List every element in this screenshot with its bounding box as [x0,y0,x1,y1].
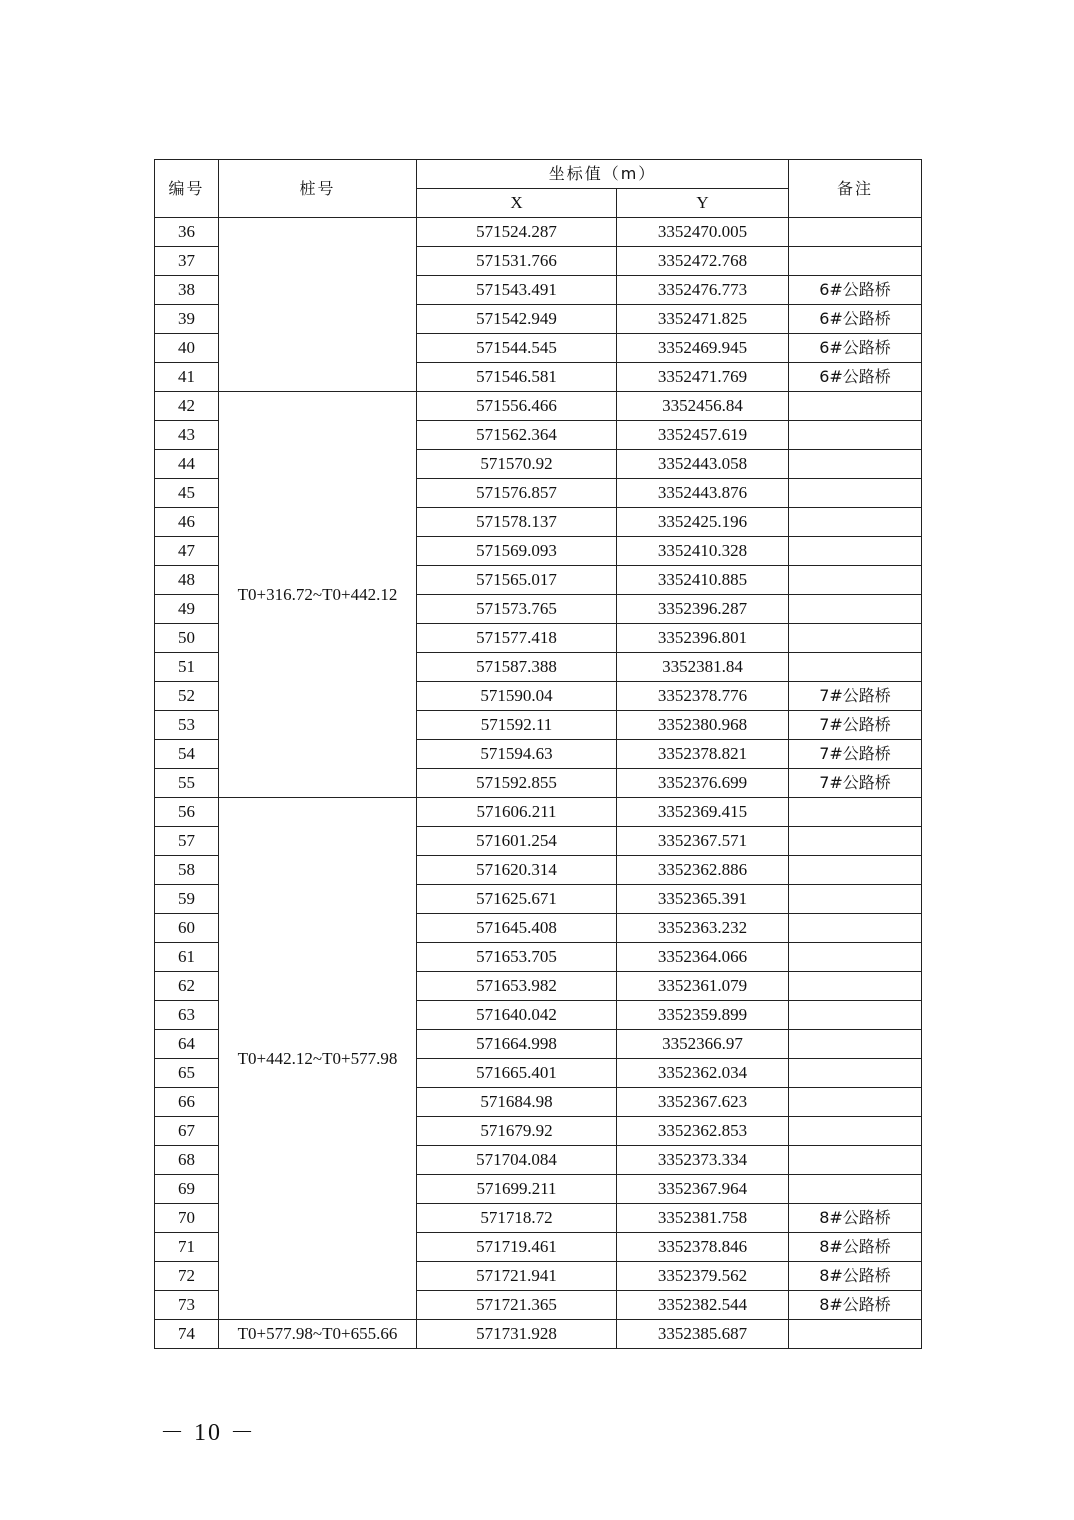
cell-y: 3352367.964 [617,1175,789,1204]
cell-y: 3352379.562 [617,1262,789,1291]
cell-note [789,247,922,276]
cell-note: 6#公路桥 [789,305,922,334]
cell-number: 54 [155,740,219,769]
cell-x: 571731.928 [417,1320,617,1349]
cell-number: 36 [155,218,219,247]
cell-number: 45 [155,479,219,508]
cell-note [789,1030,922,1059]
cell-x: 571587.388 [417,653,617,682]
cell-y: 3352369.415 [617,798,789,827]
cell-x: 571640.042 [417,1001,617,1030]
cell-y: 3352382.544 [617,1291,789,1320]
cell-number: 69 [155,1175,219,1204]
cell-note: 7#公路桥 [789,711,922,740]
cell-note [789,1117,922,1146]
cell-x: 571719.461 [417,1233,617,1262]
cell-number: 53 [155,711,219,740]
cell-y: 3352470.005 [617,218,789,247]
cell-x: 571590.04 [417,682,617,711]
cell-x: 571721.941 [417,1262,617,1291]
cell-number: 71 [155,1233,219,1262]
cell-number: 73 [155,1291,219,1320]
cell-note [789,218,922,247]
cell-x: 571578.137 [417,508,617,537]
cell-note: 8#公路桥 [789,1262,922,1291]
cell-note: 7#公路桥 [789,682,922,711]
cell-note [789,392,922,421]
cell-number: 49 [155,595,219,624]
cell-number: 57 [155,827,219,856]
header-note: 备注 [789,160,922,218]
cell-y: 3352359.899 [617,1001,789,1030]
cell-note: 8#公路桥 [789,1204,922,1233]
table-row [155,1320,922,1349]
header-number: 编号 [155,160,219,218]
cell-x: 571592.11 [417,711,617,740]
table-row [155,798,922,827]
cell-note [789,624,922,653]
cell-x: 571620.314 [417,856,617,885]
cell-number: 47 [155,537,219,566]
cell-y: 3352472.768 [617,247,789,276]
cell-x: 571653.982 [417,972,617,1001]
cell-y: 3352380.968 [617,711,789,740]
cell-x: 571653.705 [417,943,617,972]
cell-note [789,508,922,537]
cell-number: 62 [155,972,219,1001]
cell-note [789,1088,922,1117]
cell-y: 3352476.773 [617,276,789,305]
cell-number: 60 [155,914,219,943]
cell-note: 8#公路桥 [789,1233,922,1262]
cell-y: 3352457.619 [617,421,789,450]
cell-note [789,421,922,450]
cell-note: 7#公路桥 [789,769,922,798]
cell-y: 3352364.066 [617,943,789,972]
cell-x: 571665.401 [417,1059,617,1088]
cell-y: 3352362.886 [617,856,789,885]
cell-number: 42 [155,392,219,421]
cell-y: 3352443.058 [617,450,789,479]
cell-note [789,943,922,972]
header-coordinate: 坐标值（m） [417,160,789,189]
cell-y: 3352362.034 [617,1059,789,1088]
cell-note [789,798,922,827]
cell-number: 68 [155,1146,219,1175]
cell-number: 41 [155,363,219,392]
cell-number: 74 [155,1320,219,1349]
cell-number: 63 [155,1001,219,1030]
cell-note: 6#公路桥 [789,334,922,363]
cell-number: 50 [155,624,219,653]
cell-note [789,1001,922,1030]
cell-number: 70 [155,1204,219,1233]
cell-y: 3352378.846 [617,1233,789,1262]
cell-number: 38 [155,276,219,305]
cell-x: 571645.408 [417,914,617,943]
cell-y: 3352376.699 [617,769,789,798]
cell-note [789,856,922,885]
page-number: － 10 － [160,1420,256,1446]
cell-note [789,914,922,943]
cell-note [789,595,922,624]
cell-number: 59 [155,885,219,914]
cell-x: 571576.857 [417,479,617,508]
cell-x: 571684.98 [417,1088,617,1117]
cell-stake: T0+577.98~T0+655.66 [219,1320,417,1349]
cell-x: 571544.545 [417,334,617,363]
cell-stake: T0+442.12~T0+577.98 [219,798,417,1320]
cell-y: 3352378.821 [617,740,789,769]
cell-x: 571570.92 [417,450,617,479]
cell-y: 3352367.571 [617,827,789,856]
cell-y: 3352396.801 [617,624,789,653]
cell-y: 3352456.84 [617,392,789,421]
cell-y: 3352367.623 [617,1088,789,1117]
cell-number: 64 [155,1030,219,1059]
cell-x: 571625.671 [417,885,617,914]
cell-number: 55 [155,769,219,798]
cell-note [789,566,922,595]
cell-x: 571562.364 [417,421,617,450]
cell-x: 571679.92 [417,1117,617,1146]
cell-y: 3352381.84 [617,653,789,682]
table-row [155,218,922,247]
cell-number: 58 [155,856,219,885]
cell-note: 8#公路桥 [789,1291,922,1320]
table-row [155,392,922,421]
cell-note [789,450,922,479]
cell-y: 3352425.196 [617,508,789,537]
cell-number: 46 [155,508,219,537]
cell-y: 3352363.232 [617,914,789,943]
cell-number: 48 [155,566,219,595]
cell-y: 3352362.853 [617,1117,789,1146]
cell-x: 571573.765 [417,595,617,624]
cell-number: 56 [155,798,219,827]
cell-x: 571699.211 [417,1175,617,1204]
cell-x: 571721.365 [417,1291,617,1320]
cell-y: 3352410.328 [617,537,789,566]
cell-number: 37 [155,247,219,276]
cell-x: 571524.287 [417,218,617,247]
cell-note: 6#公路桥 [789,276,922,305]
cell-number: 40 [155,334,219,363]
coordinate-table [154,159,922,1349]
cell-note [789,1320,922,1349]
cell-y: 3352381.758 [617,1204,789,1233]
cell-x: 571546.581 [417,363,617,392]
cell-number: 61 [155,943,219,972]
cell-stake: T0+316.72~T0+442.12 [219,392,417,798]
cell-x: 571542.949 [417,305,617,334]
cell-number: 72 [155,1262,219,1291]
cell-note [789,479,922,508]
cell-x: 571594.63 [417,740,617,769]
cell-number: 52 [155,682,219,711]
cell-note [789,972,922,1001]
cell-number: 67 [155,1117,219,1146]
cell-y: 3352378.776 [617,682,789,711]
cell-x: 571704.084 [417,1146,617,1175]
cell-note [789,885,922,914]
cell-x: 571601.254 [417,827,617,856]
cell-number: 39 [155,305,219,334]
cell-x: 571592.855 [417,769,617,798]
cell-note [789,1175,922,1204]
cell-number: 51 [155,653,219,682]
cell-note [789,827,922,856]
cell-note [789,1059,922,1088]
cell-x: 571577.418 [417,624,617,653]
cell-note [789,1146,922,1175]
cell-x: 571556.466 [417,392,617,421]
cell-y: 3352471.769 [617,363,789,392]
cell-y: 3352373.334 [617,1146,789,1175]
table-body [155,218,922,1349]
cell-x: 571543.491 [417,276,617,305]
table-header [155,160,922,218]
header-x: X [417,189,617,218]
cell-y: 3352365.391 [617,885,789,914]
cell-note [789,653,922,682]
cell-number: 66 [155,1088,219,1117]
cell-y: 3352396.287 [617,595,789,624]
header-stake: 桩号 [219,160,417,218]
cell-y: 3352366.97 [617,1030,789,1059]
cell-x: 571569.093 [417,537,617,566]
cell-y: 3352361.079 [617,972,789,1001]
cell-x: 571664.998 [417,1030,617,1059]
cell-note: 7#公路桥 [789,740,922,769]
cell-y: 3352410.885 [617,566,789,595]
cell-number: 44 [155,450,219,479]
cell-x: 571531.766 [417,247,617,276]
cell-x: 571718.72 [417,1204,617,1233]
cell-y: 3352471.825 [617,305,789,334]
cell-x: 571606.211 [417,798,617,827]
cell-y: 3352443.876 [617,479,789,508]
cell-note [789,537,922,566]
cell-number: 43 [155,421,219,450]
cell-y: 3352469.945 [617,334,789,363]
cell-number: 65 [155,1059,219,1088]
cell-note: 6#公路桥 [789,363,922,392]
header-y: Y [617,189,789,218]
cell-x: 571565.017 [417,566,617,595]
cell-stake [219,218,417,392]
cell-y: 3352385.687 [617,1320,789,1349]
